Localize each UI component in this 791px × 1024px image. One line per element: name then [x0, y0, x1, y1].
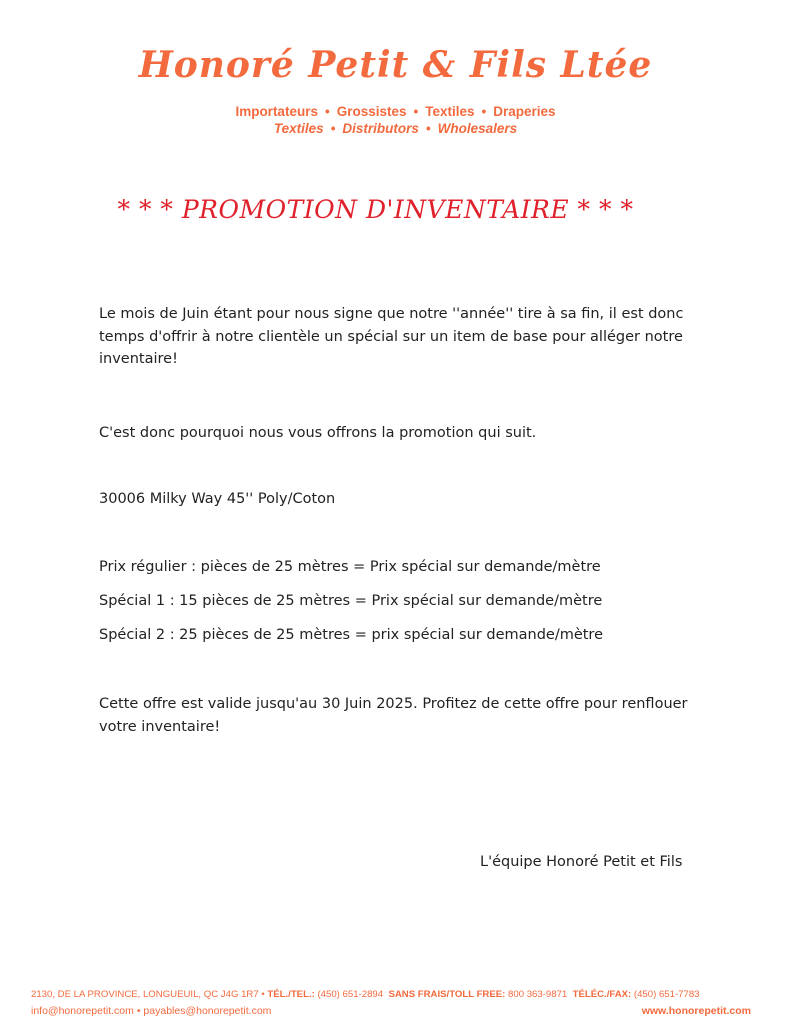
- footer-website-link[interactable]: www.honorepetit.com: [641, 1005, 751, 1017]
- promotion-title: * * * PROMOTION D'INVENTAIRE * * *: [117, 195, 634, 224]
- bullet-separator: •: [481, 104, 487, 119]
- footer-bullet: •: [136, 1005, 141, 1017]
- footer-tollfree-label: SANS FRAIS/TOLL FREE:: [388, 989, 506, 1000]
- tagline-item: Wholesalers: [437, 121, 518, 136]
- footer-tel: (450) 651-2894: [317, 989, 384, 1000]
- signature: L'équipe Honoré Petit et Fils: [480, 854, 683, 870]
- tagline-item: Textiles: [425, 104, 475, 119]
- company-logo-name: Honoré Petit & Fils Ltée: [138, 44, 653, 86]
- footer-bullet: •: [261, 989, 265, 1000]
- footer-tel-label: TÉL./TEL.:: [267, 989, 315, 1000]
- product-line: 30006 Milky Way 45'' Poly/Coton: [99, 491, 336, 507]
- footer-contact-line: [31, 989, 761, 1000]
- footer-tollfree: 800 363-9871: [508, 989, 568, 1000]
- price-line-special-2: Spécial 2 : 25 pièces de 25 mètres = prix spécial sur demande/mètre: [99, 627, 603, 643]
- closing-paragraph: Cette offre est valide jusqu'au 30 Juin 2025. Profitez de cette offre pour renflouer votre inventaire!: [99, 696, 688, 735]
- bullet-separator: •: [425, 121, 431, 136]
- tagline-item: Grossistes: [336, 104, 407, 119]
- intro-paragraph: Le mois de Juin étant pour nous signe que notre ''année'' tire à sa fin, il est donc temps d'offrir à notre clientèle un spécial sur un item de base pour alléger notre inventaire!: [99, 306, 684, 367]
- footer-fax-label: TÉLÉC./FAX:: [572, 989, 632, 1000]
- price-line-special-1: Spécial 1 : 15 pièces de 25 mètres = Prix spécial sur demande/mètre: [99, 593, 603, 609]
- price-line-regular: Prix régulier : pièces de 25 mètres = Prix spécial sur demande/mètre: [99, 559, 601, 575]
- bullet-separator: •: [330, 121, 336, 136]
- bullet-separator: •: [324, 104, 330, 119]
- footer-address: 2130, DE LA PROVINCE, LONGUEUIL, QC J4G 1R7: [31, 989, 259, 1000]
- tagline-item: Draperies: [493, 104, 556, 119]
- tagline-french: [0, 104, 791, 119]
- tagline-item: Importateurs: [235, 104, 318, 119]
- footer-fax: (450) 651-7783: [633, 989, 700, 1000]
- tagline-english: [0, 121, 791, 136]
- footer-email-payables[interactable]: payables@honorepetit.com: [143, 1005, 272, 1017]
- bullet-separator: •: [413, 104, 419, 119]
- promotion-intro-paragraph: C'est donc pourquoi nous vous offrons la promotion qui suit.: [99, 425, 537, 441]
- footer-email-info[interactable]: info@honorepetit.com: [31, 1005, 134, 1017]
- tagline-item: Textiles: [273, 121, 324, 136]
- tagline-item: Distributors: [342, 121, 419, 136]
